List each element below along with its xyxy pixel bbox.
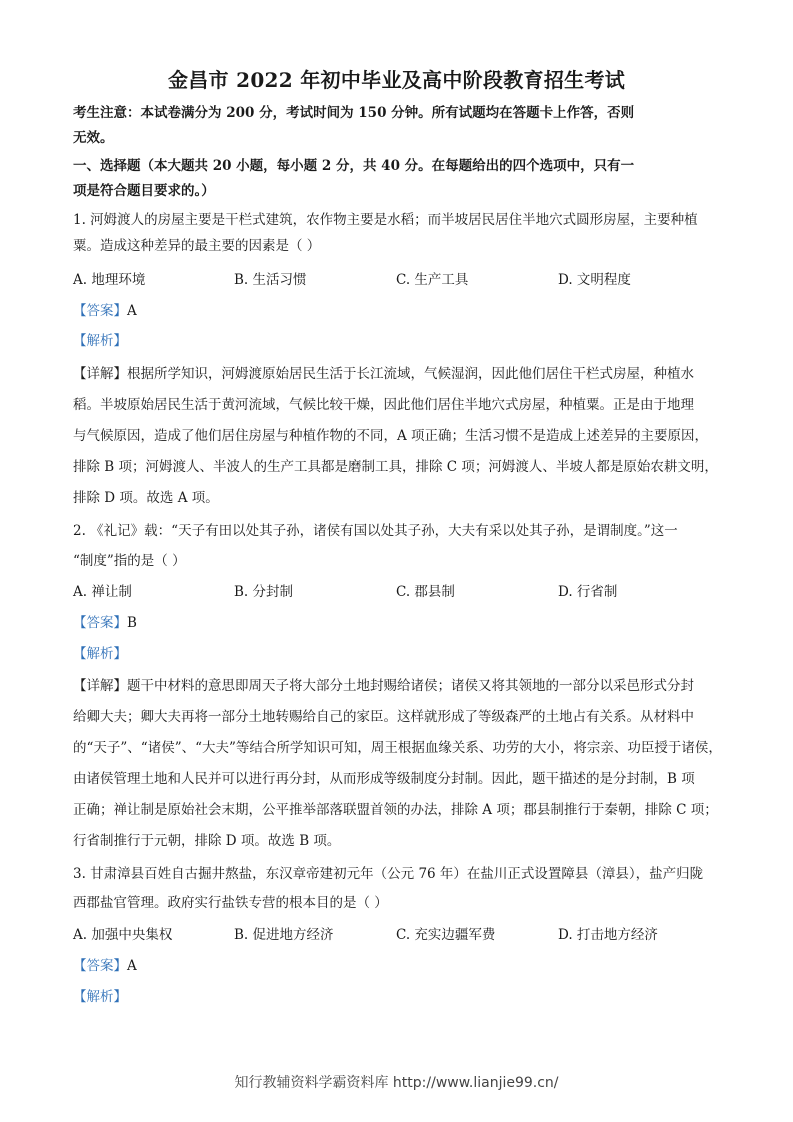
q2-stem-line-1: 2. 《礼记》载：“天子有田以处其子孙，诸侯有国以处其子孙，大夫有采以处其子孙，是谓制度。”这一 (73, 523, 678, 539)
q1-analysis-tag: 【解析】 (73, 333, 127, 349)
q3-answer-value: A (127, 958, 137, 974)
q2-detail-line-4: 由诸侯管理土地和人民并可以进行再分封，从而形成等级制度分封制。因此，题干描述的是分封制，B 项 (73, 771, 695, 787)
q1-detail-line-5: 排除 D 项。故选 A 项。 (73, 490, 219, 506)
q2-stem-line-2: “制度”指的是（ ） (73, 553, 186, 569)
notice-line-2: 无效。 (73, 130, 114, 146)
q2-detail-line-5: 正确；禅让制是原始社会末期，公平推举部落联盟首领的办法，排除 A 项；郡县制推行于秦朝，排除 C 项； (73, 802, 718, 818)
q3-analysis-tag: 【解析】 (73, 989, 127, 1005)
q1-detail-line-2: 稻。半坡原始居民生活于黄河流域，气候比较干燥，因此他们居住半地穴式房屋，种植粟。正是由于地理 (73, 397, 694, 413)
q3-stem-line-1: 3. 甘肃漳县百姓自古掘井熬盐，东汉章帝建初元年（公元 76 年）在盐川正式设置障县（漳县），盐产归陇 (73, 866, 704, 882)
q2-option-d: D. 行省制 (558, 584, 618, 600)
q3-answer-tag: 【答案】 (73, 958, 127, 974)
q1-stem-line-2: 粟。造成这种差异的最主要的因素是（ ） (73, 238, 321, 254)
q1-stem-line-1: 1. 河姆渡人的房屋主要是干栏式建筑，农作物主要是水稻；而半坡居民居住半地穴式圆形房屋，主要种植 (73, 212, 698, 228)
q1-detail-line-1 (73, 364, 723, 384)
q1-option-a: A. 地理环境 (73, 272, 146, 288)
q1-detail-line-3: 与气候原因，造成了他们居住房屋与种植作物的不同，A 项正确；生活习惯不是造成上述差异的主要原因， (73, 428, 709, 444)
q1-detail-tag: 【详解】 (73, 366, 127, 382)
q2-option-b: B. 分封制 (234, 584, 294, 600)
q3-answer (73, 956, 723, 976)
q3-option-b: B. 促进地方经济 (234, 927, 334, 943)
q1-detail-text-1: 根据所学知识，河姆渡原始居民生活于长江流域，气候湿润，因此他们居住干栏式房屋，种植水 (127, 366, 694, 382)
q3-option-a: A. 加强中央集权 (73, 927, 173, 943)
q2-answer (73, 613, 723, 633)
q3-option-d: D. 打击地方经济 (558, 927, 658, 943)
q2-option-c: C. 郡县制 (396, 584, 455, 600)
q1-answer-value: A (127, 303, 137, 319)
notice-line-1: 考生注意：本试卷满分为 200 分，考试时间为 150 分钟。所有试题均在答题卡上作答，否则 (73, 105, 635, 121)
q2-answer-value: B (127, 615, 137, 631)
q1-option-d: D. 文明程度 (558, 272, 631, 288)
exam-title: 金昌市 2022 年初中毕业及高中阶段教育招生考试 (167, 68, 626, 92)
q1-answer (73, 301, 723, 321)
q2-detail-line-6: 行省制推行于元朝，排除 D 项。故选 B 项。 (73, 833, 341, 849)
q2-detail-text-1: 题干中材料的意思即周天子将大部分土地封赐给诸侯；诸侯又将其领地的一部分以采邑形式分封 (127, 678, 694, 694)
section-heading-line-1: 一、选择题（本大题共 20 小题，每小题 2 分，共 40 分。在每题给出的四个选项中，只有一 (73, 158, 635, 174)
q3-option-c: C. 充实边疆军费 (396, 927, 496, 943)
q2-option-a: A. 禅让制 (73, 584, 132, 600)
q2-detail-line-2: 给卿大夫；卿大夫再将一部分土地转赐给自己的家臣。这样就形成了等级森严的土地占有关系。从材料中 (73, 709, 694, 725)
q2-analysis-tag: 【解析】 (73, 646, 127, 662)
q3-stem-line-2: 西郡盐官管理。政府实行盐铁专营的根本目的是（ ） (73, 895, 388, 911)
q1-answer-tag: 【答案】 (73, 303, 127, 319)
q1-option-b: B. 生活习惯 (234, 272, 307, 288)
q2-detail-line-3: 的“天子”、“诸侯”、“大夫”等结合所学知识可知，周王根据血缘关系、功劳的大小，将宗亲、功臣授于诸侯， (73, 740, 722, 756)
q2-answer-tag: 【答案】 (73, 615, 127, 631)
q2-detail-line-1 (73, 676, 723, 696)
section-heading-line-2: 项是符合题目要求的。） (73, 183, 215, 199)
q1-detail-line-4: 排除 B 项；河姆渡人、半波人的生产工具都是磨制工具，排除 C 项；河姆渡人、半坡人都是原始农耕文明， (73, 459, 718, 475)
footer-watermark-link[interactable]: 知行教辅资料学霸资料库 http://www.lianjie99.cn/ (234, 1075, 559, 1091)
q2-detail-tag: 【详解】 (73, 678, 127, 694)
q1-option-c: C. 生产工具 (396, 272, 469, 288)
